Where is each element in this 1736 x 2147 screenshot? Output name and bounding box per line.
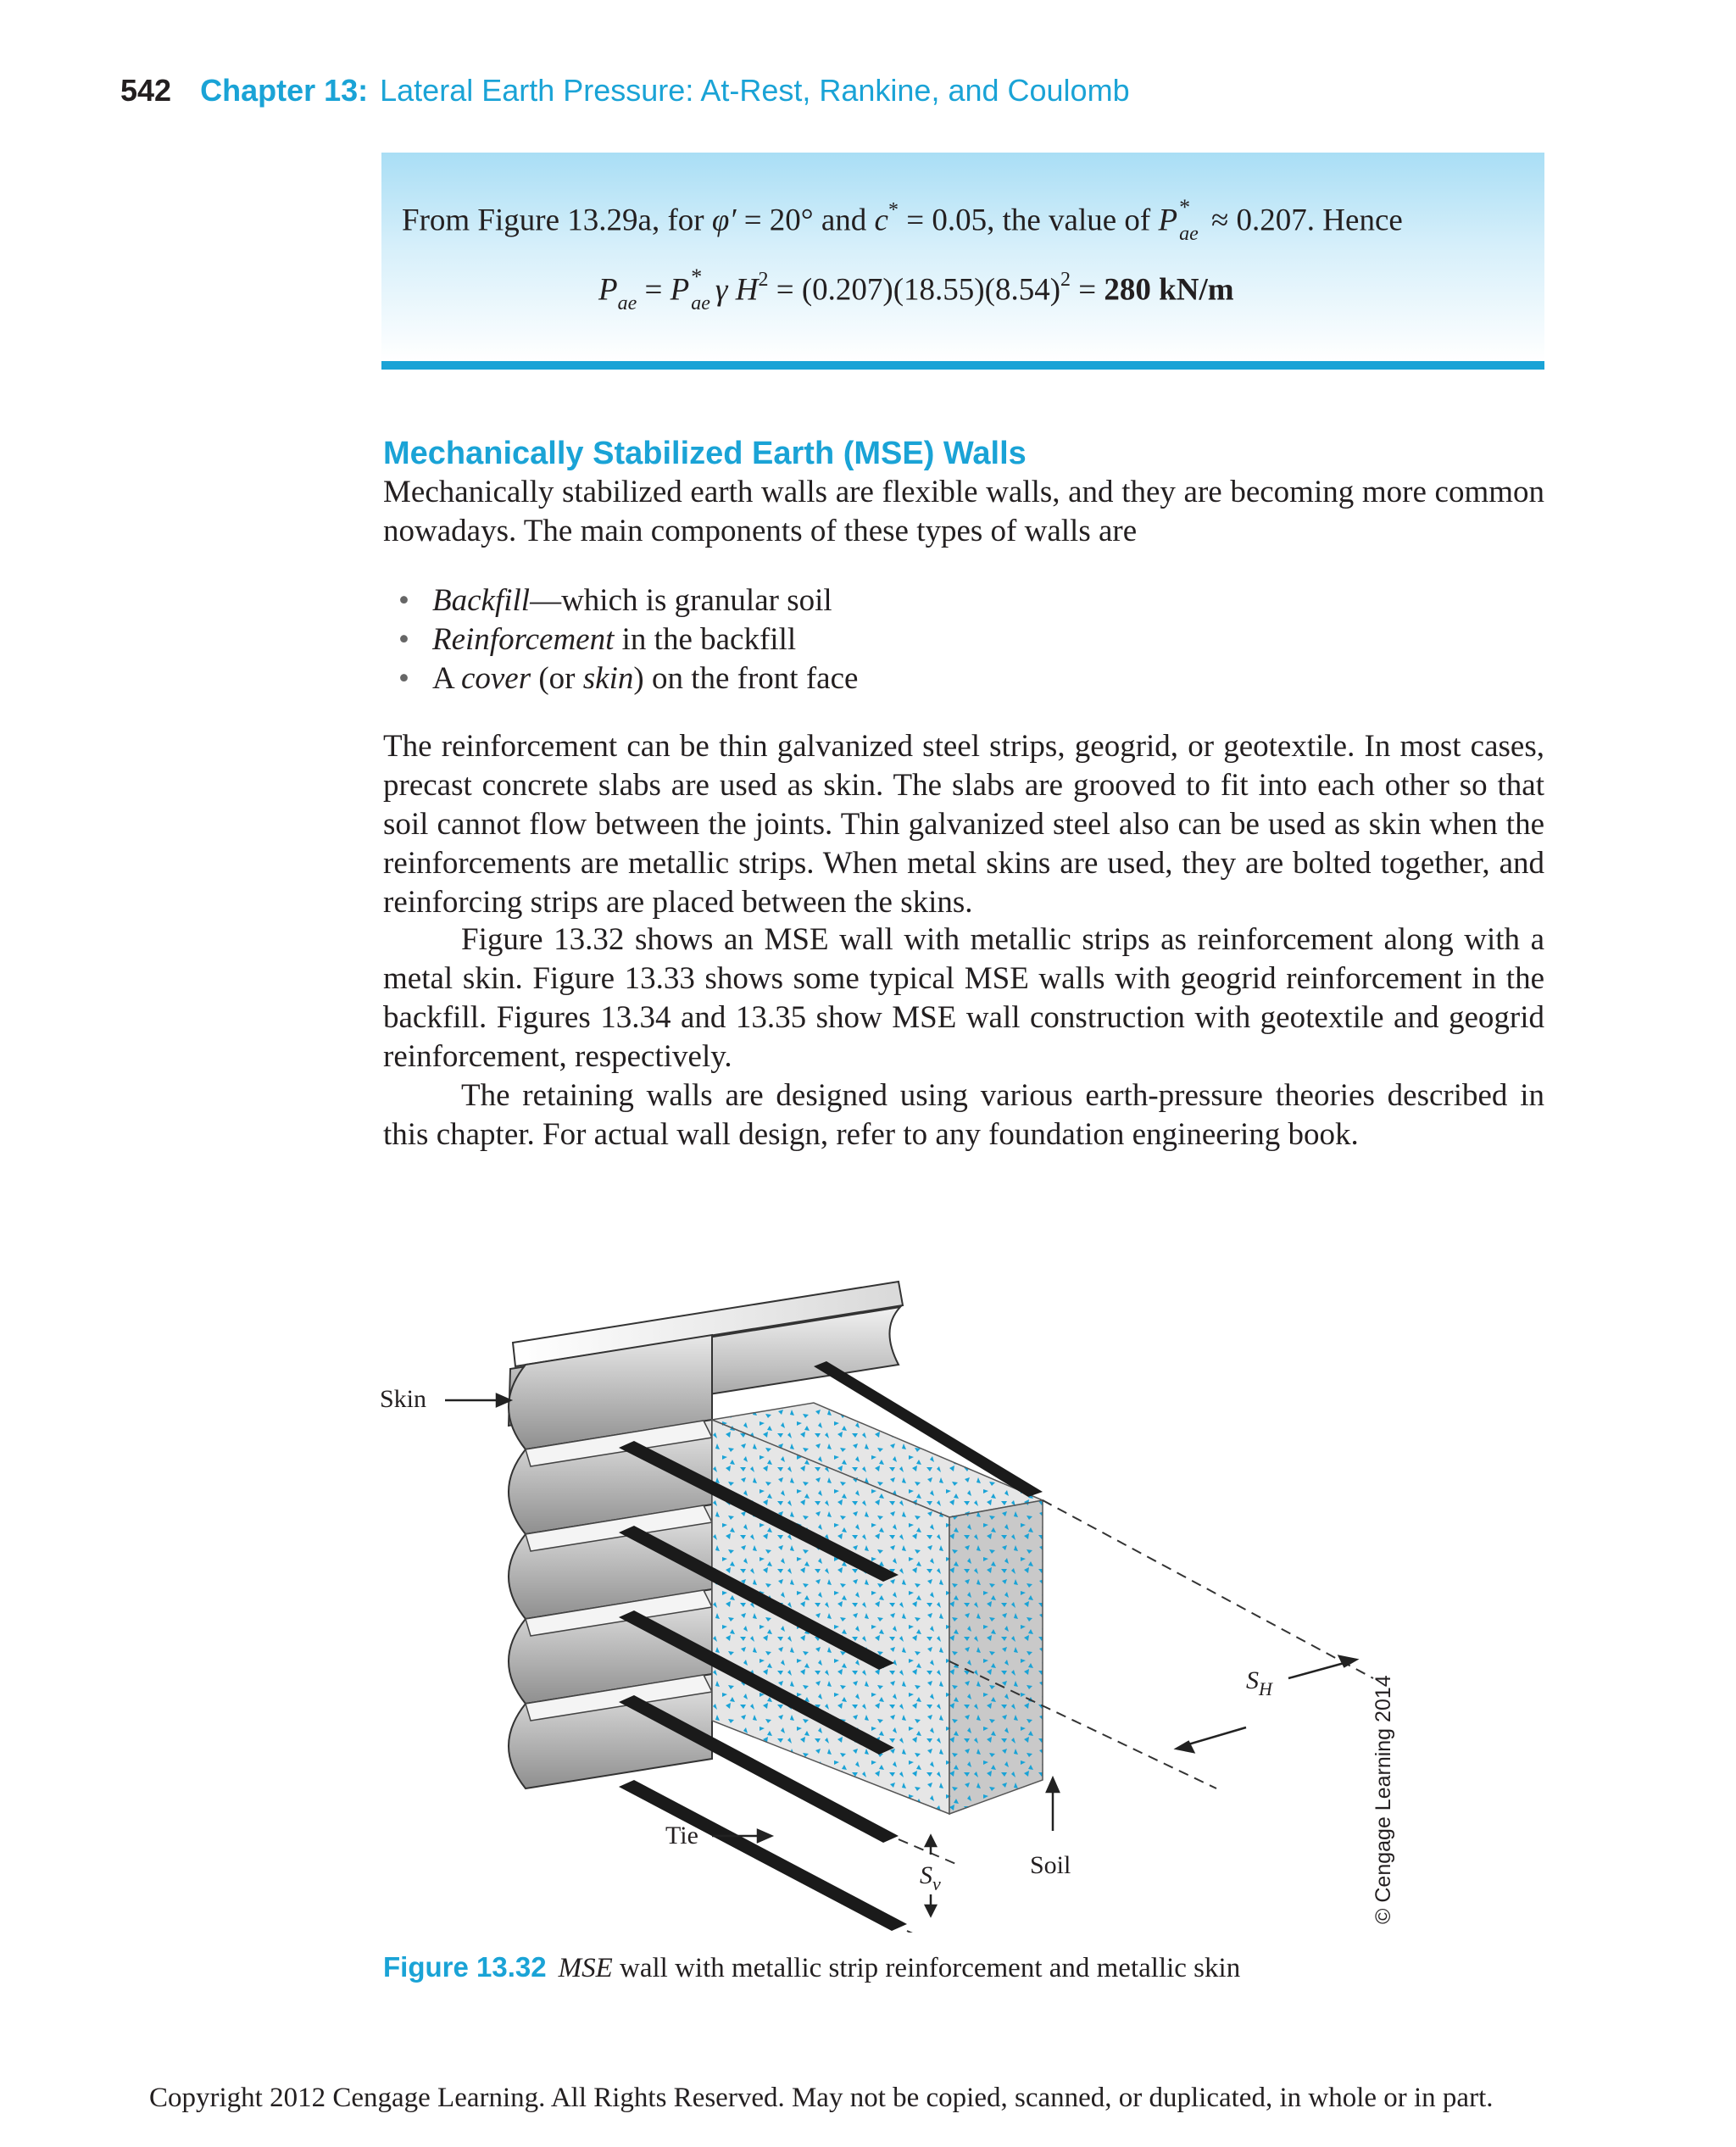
caption-lead: MSE xyxy=(558,1953,613,1983)
sh-dimension xyxy=(1177,1656,1356,1752)
p-symbol: P xyxy=(670,272,690,308)
figure-caption xyxy=(383,1951,1240,1984)
tie-label: Tie xyxy=(665,1822,698,1849)
image-credit: © Cengage Learning 2014 xyxy=(1372,1675,1395,1924)
text: = 20° and xyxy=(736,203,875,238)
subscript: ae xyxy=(1179,223,1199,245)
tie-strip xyxy=(619,1780,907,1931)
skin-label: Skin xyxy=(380,1385,427,1413)
caption-text: wall with metallic strip reinforcement and metallic skin xyxy=(612,1953,1241,1983)
equals: = xyxy=(637,272,670,308)
skin-arrow xyxy=(445,1394,510,1406)
sv-label: $S_v$ xyxy=(920,1861,941,1894)
text: ≈ 0.207. Hence xyxy=(1203,203,1403,238)
gamma-h: γ H xyxy=(715,272,759,308)
list-item-term: skin xyxy=(582,661,634,696)
list-item xyxy=(398,620,858,659)
section-heading: Mechanically Stabilized Earth (MSE) Walls xyxy=(383,436,1027,471)
equation-result: 280 kN/m xyxy=(1104,272,1234,308)
caption-label: Figure 13.32 xyxy=(383,1951,547,1983)
superscript: * xyxy=(691,264,703,289)
intro-paragraph: Mechanically stabilized earth walls are flexible walls, and they are becoming more common nowadays. The main components of these types of walls are xyxy=(383,475,1544,548)
subscript: ae xyxy=(617,292,637,315)
p-symbol: P xyxy=(598,272,618,308)
text: From Figure 13.29a, for xyxy=(402,203,712,238)
subscript: ae xyxy=(691,292,710,314)
example-text-line xyxy=(402,195,1403,245)
list-item-text: A xyxy=(432,661,461,696)
list-item-term: cover xyxy=(460,661,531,696)
list-item-text: (or xyxy=(531,661,583,696)
list-item-text: ) on the front face xyxy=(633,661,859,696)
sup-sub-stack xyxy=(691,264,710,314)
example-equation xyxy=(598,264,1234,315)
equation-values: = (0.207)(18.55)(8.54) xyxy=(768,272,1061,308)
list-item-term: Reinforcement xyxy=(432,622,615,657)
c-symbol: c xyxy=(874,203,888,238)
list-item xyxy=(398,581,858,620)
soil-label: Soil xyxy=(1030,1851,1071,1879)
list-item xyxy=(398,659,858,698)
chapter-label: Chapter 13: xyxy=(200,73,369,108)
copyright-footer: Copyright 2012 Cengage Learning. All Rights Reserved. May not be copied, scanned, or duplicated, in whole or in part. xyxy=(149,2083,1494,2113)
sh-label: $S_H$ xyxy=(1246,1666,1272,1699)
body-paragraph: The reinforcement can be thin galvanized steel strips, geogrid, or geotextile. In most cases, precast concrete slabs are used as skin. The slabs are grooved to fit into each other so that soil cannot flow between the joints. Thin galvanized steel also can be used as skin when the reinforcements are metallic strips. When metal skins are used, they are bolted together, and reinforcing strips are placed between the skins. xyxy=(383,729,1544,920)
sup-sub-stack xyxy=(1179,195,1199,245)
soil-arrow xyxy=(1047,1778,1059,1831)
mse-wall-figure xyxy=(364,1238,1382,1933)
page-number: 542 xyxy=(120,73,172,108)
body-paragraph: Figure 13.32 shows an MSE wall with metallic strips as reinforcement along with a metal skin. Figure 13.33 shows some typical MSE walls with geogrid reinforcement in the backfill. Figures 13.34 and 13.35 show MSE wall construction with geotextile and geogrid reinforcement, respectively. xyxy=(383,922,1544,1074)
chapter-title: Lateral Earth Pressure: At-Rest, Rankine, and Coulomb xyxy=(380,73,1130,108)
body-paragraph: The retaining walls are designed using various earth-pressure theories described in this chapter. For actual wall design, refer to any foundation engineering book. xyxy=(383,1078,1544,1152)
superscript: 2 xyxy=(1060,269,1071,292)
example-solution-box xyxy=(381,153,1544,370)
superscript: * xyxy=(1179,195,1191,220)
p-symbol: P xyxy=(1158,203,1178,238)
equals: = xyxy=(1071,272,1104,308)
superscript: * xyxy=(887,199,899,222)
phi-symbol: φ′ xyxy=(711,203,737,238)
running-header xyxy=(120,73,1130,108)
list-item-text: —which is granular soil xyxy=(530,583,832,618)
text: = 0.05, the value of xyxy=(898,203,1159,238)
list-item-term: Backfill xyxy=(432,583,531,618)
list-item-text: in the backfill xyxy=(614,622,797,657)
superscript: 2 xyxy=(758,269,769,292)
component-list xyxy=(398,581,858,698)
